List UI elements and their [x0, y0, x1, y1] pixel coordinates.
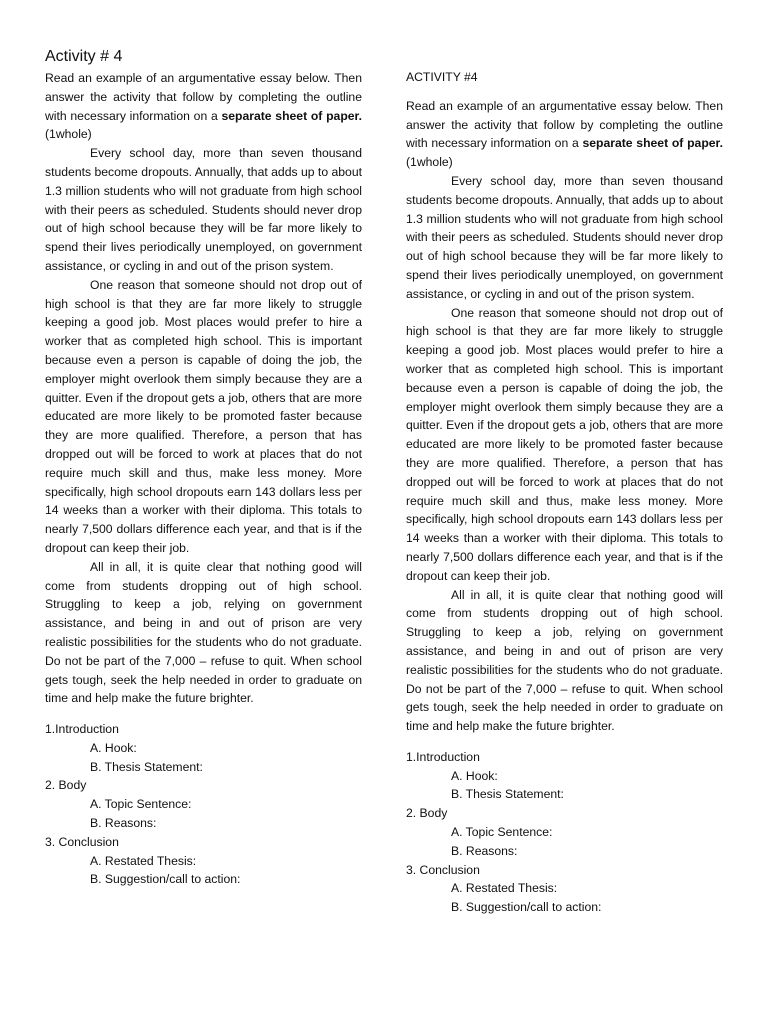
instructions-text: Read an example of an argumentative essay below. Then answer the activity that follow by completing the outline with necessary information on a [406, 98, 723, 151]
outline-section-conclusion: 3. Conclusion [45, 834, 119, 849]
outline-item-reasons: B. Reasons: [90, 816, 157, 831]
essay-paragraph-1: Every school day, more than seven thousand students become dropouts. Annually, that adds up to about 1.3 million students who will not graduate from high school with their peers as scheduled. Students should never drop out of high school because they will be far more likely to spend their lives periodically unemployed, on government assistance, or cycling in and out of the prison system. [406, 173, 723, 301]
instructions [45, 69, 362, 144]
instructions-bold: separate sheet of paper. [582, 136, 723, 151]
outline-section-conclusion: 3. Conclusion [406, 862, 480, 877]
outline-section-body: 2. Body [406, 806, 448, 821]
outline-item-call-to-action: B. Suggestion/call to action: [90, 872, 241, 887]
instructions-bold: separate sheet of paper. [221, 108, 362, 123]
outline-item-hook: A. Hook: [451, 768, 498, 783]
instructions-note: (1whole) [45, 127, 92, 142]
outline-section-introduction: 1.Introduction [45, 722, 119, 737]
essay-outline [406, 748, 723, 917]
essay-paragraph-3: All in all, it is quite clear that nothing good will come from students dropping out of high school. Struggling to keep a job, relying on government assistance, and being in and out of prison are very realistic possibilities for the students who do not graduate. Do not be part of the 7,000 – refuse to quit. When school gets tough, seek the help needed in order to graduate on time and help make the future brighter. [406, 587, 723, 734]
outline-item-topic-sentence: A. Topic Sentence: [451, 825, 553, 840]
right-column [406, 68, 723, 917]
essay-paragraph-3: All in all, it is quite clear that nothing good will come from students dropping out of high school. Struggling to keep a job, relying on government assistance, and being in and out of prison are very realistic possibilities for the students who do not graduate. Do not be part of the 7,000 – refuse to quit. When school gets tough, seek the help needed in order to graduate on time and help make the future brighter. [45, 559, 362, 706]
left-column [45, 46, 362, 889]
instructions [406, 97, 723, 172]
instructions-text: Read an example of an argumentative essay below. Then answer the activity that follow by completing the outline with necessary information on a [45, 71, 362, 123]
instructions-note: (1whole) [406, 155, 453, 170]
activity-title: Activity # 4 [45, 48, 123, 65]
outline-item-reasons: B. Reasons: [451, 843, 518, 858]
outline-item-restated-thesis: A. Restated Thesis: [451, 881, 558, 896]
essay-paragraph-2: One reason that someone should not drop out of high school is that they are far more likely to struggle keeping a good job. Most places would prefer to hire a worker that as completed high school. This is important because even a person is capable of doing the job, the employer might overlook them simply because they are a quitter. Even if the dropout gets a job, others that are more educated are more likely to be promoted faster because they are more qualified. Therefore, a person that has dropped out will be forced to work at places that do not require much skill and thus, make less money. More specifically, high school dropouts earn 143 dollars less per 14 weeks than a worker with their diploma. This totals to nearly 7,500 dollars difference each year, and that is if the dropout can keep their job. [406, 305, 723, 583]
outline-item-call-to-action: B. Suggestion/call to action: [451, 900, 602, 915]
outline-item-restated-thesis: A. Restated Thesis: [90, 853, 197, 868]
activity-title: ACTIVITY #4 [406, 70, 478, 84]
outline-section-introduction: 1.Introduction [406, 749, 480, 764]
essay-paragraph-1: Every school day, more than seven thousand students become dropouts. Annually, that adds up to about 1.3 million students who will not graduate from high school with their peers as scheduled. Students should never drop out of high school because they will be far more likely to spend their lives periodically unemployed, on government assistance, or cycling in and out of the prison system. [45, 146, 362, 273]
outline-item-thesis: B. Thesis Statement: [451, 787, 564, 802]
outline-section-body: 2. Body [45, 778, 87, 793]
outline-item-thesis: B. Thesis Statement: [90, 759, 203, 774]
outline-item-hook: A. Hook: [90, 740, 137, 755]
essay-outline [45, 720, 362, 889]
outline-item-topic-sentence: A. Topic Sentence: [90, 797, 192, 812]
essay-paragraph-2: One reason that someone should not drop out of high school is that they are far more likely to struggle keeping a good job. Most places would prefer to hire a worker that as completed high school. This is important because even a person is capable of doing the job, the employer might overlook them simply because they are a quitter. Even if the dropout gets a job, others that are more educated are more likely to be promoted faster because they are more qualified. Therefore, a person that has dropped out will be forced to work at places that do not require much skill and thus, make less money. More specifically, high school dropouts earn 143 dollars less per 14 weeks than a worker with their diploma. This totals to nearly 7,500 dollars difference each year, and that is if the dropout can keep their job. [45, 277, 362, 555]
